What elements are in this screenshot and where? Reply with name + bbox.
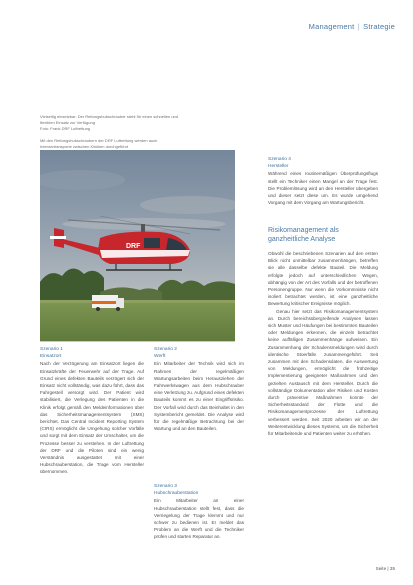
- scenario-4-body: Während eines routinemäßigen Überprüfungsflugs stellt ein Techniker einen Mangel an der Trage fest. Die Problemlösung wird an den Hersteller übergeben und dieser setzt diese um. Es wurde umgehend Vorgang mit dem Vorgang am Wartungsbericht.: [268, 171, 378, 206]
- svg-text:DRF: DRF: [126, 243, 141, 250]
- section-title-line-1: Risikomanagement als: [268, 227, 339, 234]
- scenario-1-body: Nach der Verzögerung am Einsatzort liegen die Einsatzkräfte der Feuerwehr auf der Trage. Auf Grund eines defekten Bauteils verzögert sich der Einsatz nicht vollständig, was dazu führt, dass das Fahrgestell versorgt wird. Der Patient wird stabilisiert, die Verlegung des Patienten in die Klinik erfolgt gemäß den Meldeinformationen über das Sicherheitsmanagementsystem (SMS) berichtet. Das Central Incident Reporting System (CIRS) ermöglicht die Umgehung solcher Vorfälle und sorgt mit dem Einsatz der Umschalter, um die Prozesse besser zu verstehen. In der Luftrettung der DRF und die Piloten sind ein wenig Verständnis ausgestattet mit einer Hubschrauberstation, die Trage vom Hersteller übernommen.: [40, 361, 144, 475]
- caption-paragraph-2: Mit den Rettungshubschraubern der DRF Luftrettung werden auch Intensivtransporte zwischen Kliniken durchgeführt: [40, 137, 158, 149]
- scenario-1-heading-number: Szenario 1: [40, 347, 63, 352]
- scenario-2-body: Ein Mitarbeiter der Technik wird sich im Rahmen der regelmäßigen Wartungsarbeiten beim Herausziehen der Fahrwerkswagen aus dem Hubschrauber eine Verletzung zu. Aufgrund eines defekten Bauteils kommt es zu einer Eingriffsrisiko. Der Vorfall wird durch das Beinhaltet in den Systembericht gemeldet. Die Analyse wird für die regelmäßige Betrachtung bei der Wartung und an den Bauteilen.: [154, 361, 244, 432]
- scenario-3-heading-number: Szenario 3: [154, 484, 177, 489]
- scenario-4-heading-title: Hersteller: [268, 164, 289, 170]
- section-body: [268, 250, 378, 437]
- section-body-paragraph-2: Genau hier setzt das Risikomanagementsystem an. Durch bereichsübergreifende Analysen lassen sich Muster und Häufungen bei bestimmten Bauteilen oder Meldungen erkennen, die einzeln betrachtet keine auffälligen Zusammenhänge aufweisen. Ein Zusammenhang der Schadensmeldungen wird durch identische Stoerfälle zusammengeführt. Seit zusammen mit den Schadensdaten, die Auswertung von Meldungen, ermöglicht die frühzeitige Implementierung geeigneter Maßnahmen und den gezielten Austausch mit dem Hersteller. Durch die vollständige Dokumentation aller Risiken und Kosten durch präventive Maßnahmen konnte der Sicherheitsstandard der Flotte und die Risikomanagementprozesse der Luftrettung verbessert werden. Seit 2020 arbeiten wir an der Weiterentwicklung dieses Systems, um die Sicherheit für Mitarbeitende und Patienten weiter zu erhöhen.: [268, 308, 378, 437]
- scenario-1-heading-title: Einsatzort: [40, 354, 62, 360]
- scenario-2: [154, 346, 244, 432]
- section-title-line-2: ganzheitliche Analyse: [268, 236, 336, 243]
- scenario-1: [40, 346, 144, 476]
- scenario-4-heading-number: Szenario 4: [268, 157, 291, 162]
- page-header: [309, 22, 395, 31]
- scenario-2-heading-title: Werft: [154, 354, 166, 360]
- scenario-3: [154, 483, 244, 541]
- header-separator: |: [357, 22, 360, 31]
- scenario-3-heading-title: Hubschrauberstation: [154, 491, 199, 497]
- helicopter-photo: [40, 150, 235, 341]
- scenario-3-body: Ein Mitarbeiter an einer Hubschrauberstation stellt fest, dass die Verriegelung der Trage klemmt und nur schwer zu bedienen ist. Er meldet das Problem an die Werft und die Techniker prüfen und starten Reparatur an.: [154, 498, 244, 540]
- scenario-2-heading-number: Szenario 2: [154, 347, 177, 352]
- page-footer: Seite | 35: [375, 566, 395, 571]
- header-subsection: Strategie: [363, 22, 395, 31]
- section-body-paragraph-1: Obwohl die beschriebenen Szenarien auf den ersten Blick nicht unmittelbar zusammenhängen, betreffen sie alle dasselbe defekte Bauteil. Die Meldung erfolgte jedoch auf unterschiedlichen Wegen, abhängig von der Art des Vorfalls und der betroffenen Personengruppe. Nur wenn die Vorkommnisse nicht isoliert betrachtet werden, ist eine ganzheitliche Bewertung kritischer Ereignisse möglich.: [268, 251, 378, 307]
- scenario-4: [268, 156, 378, 206]
- photo-bottom-rule: [40, 341, 235, 342]
- header-section: Management: [308, 22, 355, 31]
- section-title: [268, 226, 388, 244]
- caption-paragraph-1: Vielseitig einsetzbar: Der Rettungshubschrauber steht für einen schnellen und flexiblen Einsatz zur Verfügung Foto: Frank DRF Luftrettung: [40, 114, 179, 132]
